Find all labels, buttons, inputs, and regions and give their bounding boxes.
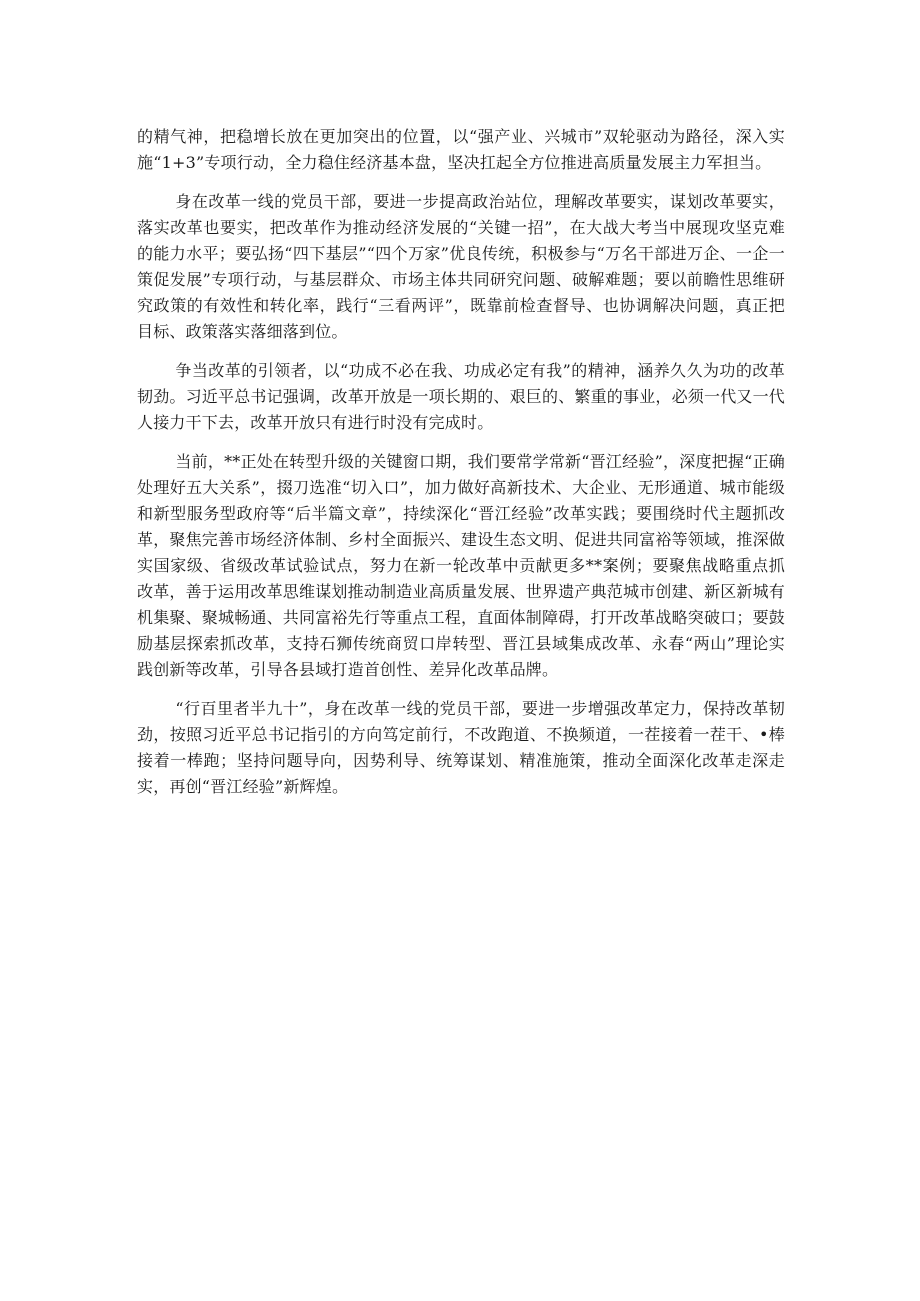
- document-body: [137, 124, 785, 813]
- paragraph-reform-leader: 争当改革的引领者，以“功成不必在我、功成必定有我”的精神，涵养久久为功的改革韧劲。习近平总书记强调，改革开放是一项长期的、艰巨的、繁重的事业，必须一代又一代人接力干下去，改革开放只有进行时没有完成时。: [137, 361, 786, 432]
- paragraph-continued: 的精气神，把稳增长放在更加突出的位置，以“强产业、兴城市”双轮驱动为路径，深入实施“1+3”专项行动，全力稳住经济基本盘，坚决扛起全方位推进高质量发展主力军担当。: [137, 127, 785, 172]
- paragraph-current-situation: 当前，**正处在转型升级的关键窗口期，我们要常学常新“晋江经验”，深度把握“正确处理好五大关系”，掇刀选准“切入口”，加力做好高新技术、大企业、无形通道、城市能级和新型服务型政府等“后半篇文章”，持续深化“晋江经验”改革实践；要围绕时代主题抓改革，聚焦完善市场经济体制、乡村全面振兴、建设生态文明、促进共同富裕等领域，推深做实国家级、省级改革试验试点，努力在新一轮改革中贡献更多**案例；要聚焦战略重点抓改革，善于运用改革思维谋划推动制造业高质量发展、世界遗产典范城市创建、新区新城有机集聚、聚城畅通、共同富裕先行等重点工程，直面体制障碍，打开改革战略突破口；要鼓励基层探索抓改革，支持石狮传统商贸口岸转型、晋江县域集成改革、永春“两山”理论实践创新等改革，引导各县域打造首创性、差异化改革品牌。: [137, 452, 786, 679]
- paragraph-party-cadres: 身在改革一线的党员干部，要进一步提高政治站位，理解改革要实，谋划改革要实，落实改革也要实，把改革作为推动经济发展的“关键一招”，在大战大考当中展现攻坚克难的能力水平；要弘扬“四下基层”“四个万家”优良传统，积极参与“万名干部进万企、一企一策促发展”专项行动，与基层群众、市场主体共同研究问题、破解难题；要以前瞻性思维研究政策的有效性和转化率，践行“三看两评”，既靠前检查督导、也协调解决问题，真正把目标、政策落实落细落到位。: [137, 192, 785, 341]
- paragraph-conclusion: “行百里者半九十”，身在改革一线的党员干部，要进一步增强改革定力，保持改革韧劲，按照习近平总书记指引的方向笃定前行，不改跑道、不换频道，一茬接着一茬干、•棒接着一棒跑；坚持问题导向，因势利导、统筹谋划、精准施策，推动全面深化改革走深走实，再创“晋江经验”新辉煌。: [137, 699, 785, 796]
